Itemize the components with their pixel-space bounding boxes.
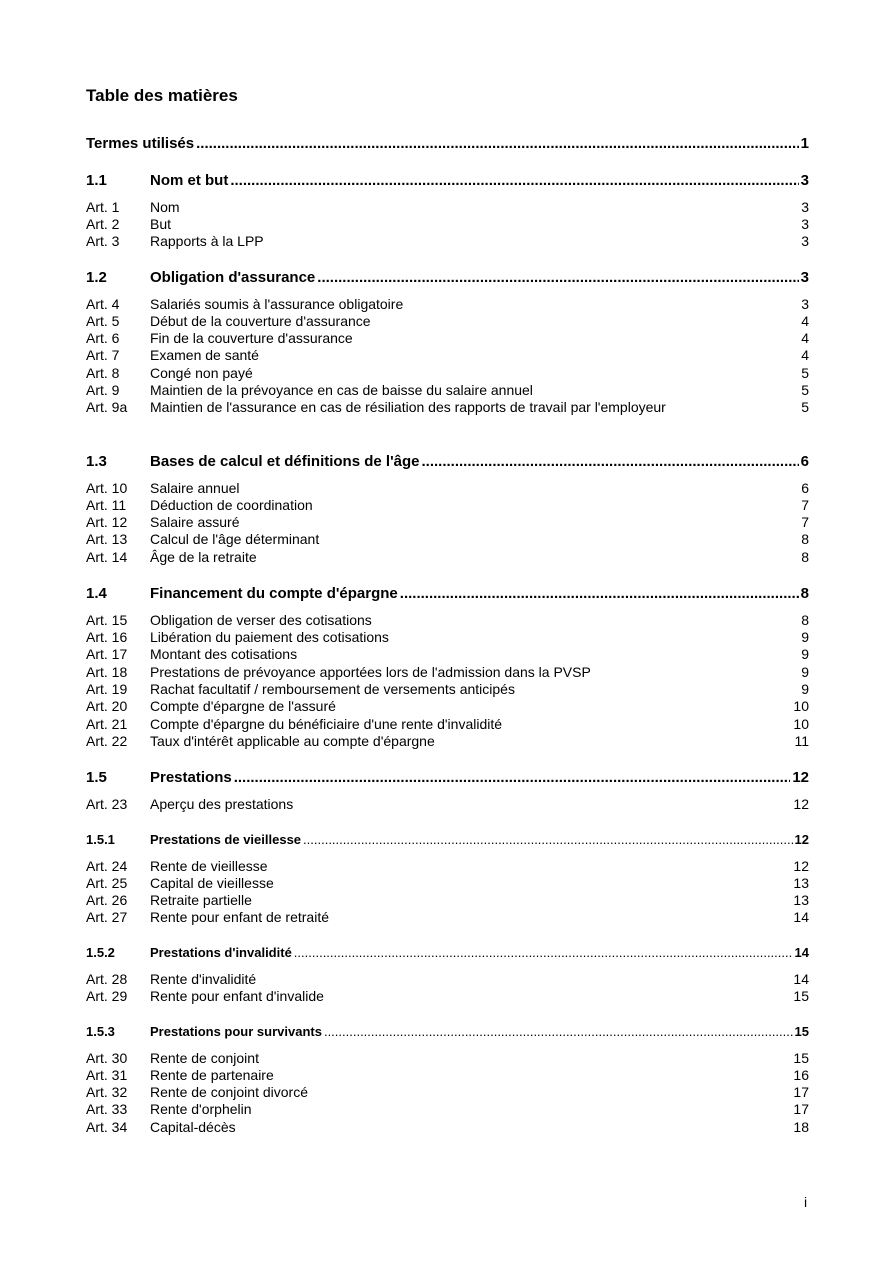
entry-title[interactable]: Montant des cotisations [150,646,298,662]
entry-number: Art. 20 [86,698,128,714]
entry-title[interactable]: Prestations pour survivants [150,1024,322,1039]
entry-title[interactable]: Termes utilisés [86,135,195,152]
entry-page-number: 8 [801,612,809,628]
entry-number: Art. 29 [86,988,128,1004]
entry-number: Art. 1 [86,199,120,215]
toc-article-entry[interactable] [86,612,809,629]
toc-section-heading[interactable] [86,769,809,786]
entry-title[interactable]: Rente de conjoint divorcé [150,1084,308,1100]
entry-title[interactable]: Salaire annuel [150,480,240,496]
entry-number: 1.5.3 [86,1024,115,1039]
dot-leader [230,172,798,189]
entry-page-number: 8 [801,549,809,565]
entry-number: Art. 6 [86,330,120,346]
entry-title[interactable]: Déduction de coordination [150,497,313,513]
toc-section-heading[interactable] [86,832,809,847]
entry-page-number: 14 [793,971,809,987]
dot-leader [234,769,791,786]
entry-page-number: 8 [800,585,809,602]
toc-article-entry[interactable] [86,698,809,715]
entry-page-number: 9 [801,681,809,697]
toc-article-entry[interactable] [86,733,809,750]
entry-page-number: 15 [793,1050,809,1066]
entry-number: 1.5.1 [86,832,115,847]
entry-number: Art. 14 [86,549,128,565]
entry-page-number: 6 [801,480,809,496]
entry-number: Art. 12 [86,514,128,530]
toc-article-entry[interactable] [86,382,809,399]
entry-title[interactable]: Fin de la couverture d'assurance [150,330,353,346]
entry-page-number: 15 [794,1024,809,1039]
entry-title[interactable]: Prestations d'invalidité [150,945,292,960]
entry-title[interactable]: Âge de la retraite [150,549,257,565]
entry-page-number: 3 [801,233,809,249]
toc-article-entry[interactable] [86,199,809,216]
entry-number: 1.5.2 [86,945,115,960]
entry-title[interactable]: Nom et but [150,172,229,189]
entry-title[interactable]: Taux d'intérêt applicable au compte d'épargne [150,733,435,749]
entry-page-number: 10 [793,698,809,714]
toc-article-entry[interactable] [86,909,809,926]
toc-article-entry[interactable] [86,716,809,733]
toc-article-entry[interactable] [86,971,809,988]
entry-page-number: 14 [794,945,809,960]
page-number: i [804,1194,808,1210]
entry-title[interactable]: Prestations de prévoyance apportées lors de l'admission dans la PVSP [150,664,591,680]
entry-page-number: 13 [793,875,809,891]
toc-section-heading[interactable] [86,172,809,189]
entry-page-number: 9 [801,664,809,680]
entry-number: Art. 9a [86,399,128,415]
entry-page-number: 5 [801,365,809,381]
toc-article-entry[interactable] [86,399,809,416]
entry-number: Art. 15 [86,612,128,628]
entry-title[interactable]: Rente d'invalidité [150,971,257,987]
entry-number: Art. 23 [86,796,128,812]
toc-article-entry[interactable] [86,875,809,892]
entry-number: Art. 2 [86,216,120,232]
dot-leader [303,832,793,847]
entry-page-number: 5 [801,382,809,398]
entry-number: Art. 18 [86,664,128,680]
toc-article-entry[interactable] [86,646,809,663]
entry-title[interactable]: Obligation de verser des cotisations [150,612,372,628]
toc-article-entry[interactable] [86,313,809,330]
entry-number: Art. 4 [86,296,120,312]
toc-article-entry[interactable] [86,330,809,347]
toc-section-heading[interactable] [86,945,809,960]
entry-title[interactable]: Rachat facultatif / remboursement de versements anticipés [150,681,515,697]
entry-title[interactable]: Libération du paiement des cotisations [150,629,389,645]
toc-section-heading[interactable] [86,585,809,602]
entry-title[interactable]: Congé non payé [150,365,253,381]
entry-title[interactable]: Financement du compte d'épargne [150,585,398,602]
toc-article-entry[interactable] [86,216,809,233]
entry-number: Art. 22 [86,733,128,749]
entry-page-number: 6 [800,453,809,470]
entry-page-number: 5 [801,399,809,415]
entry-page-number: 12 [793,796,809,812]
toc-article-entry[interactable] [86,514,809,531]
toc-article-entry[interactable] [86,1084,809,1101]
toc-article-entry[interactable] [86,365,809,382]
entry-title[interactable]: Capital de vieillesse [150,875,274,891]
entry-page-number: 12 [792,769,809,786]
toc-article-entry[interactable] [86,480,809,497]
entry-page-number: 3 [801,296,809,312]
entry-number: 1.1 [86,172,107,189]
entry-page-number: 9 [801,646,809,662]
entry-number: Art. 31 [86,1067,128,1083]
entry-number: 1.3 [86,453,107,470]
entry-title[interactable]: Obligation d'assurance [150,269,316,286]
toc-article-entry[interactable] [86,531,809,548]
entry-page-number: 7 [801,497,809,513]
entry-title[interactable]: Rente pour enfant d'invalide [150,988,324,1004]
entry-title[interactable]: Nom [150,199,180,215]
entry-page-number: 18 [793,1119,809,1135]
entry-page-number: 3 [800,172,809,189]
dot-leader [294,945,793,960]
entry-number: Art. 5 [86,313,120,329]
dot-leader [422,453,799,470]
toc-article-entry[interactable] [86,1067,809,1084]
entry-page-number: 4 [801,313,809,329]
entry-number: Art. 25 [86,875,128,891]
entry-number: Art. 32 [86,1084,128,1100]
entry-page-number: 12 [794,832,809,847]
entry-number: Art. 9 [86,382,120,398]
toc-article-entry[interactable] [86,892,809,909]
toc-article-entry[interactable] [86,664,809,681]
entry-title[interactable]: Salaire assuré [150,514,240,530]
toc-article-entry[interactable] [86,233,809,250]
entry-number: Art. 19 [86,681,128,697]
toc-section-heading[interactable] [86,1024,809,1039]
dot-leader [196,135,799,152]
toc-article-entry[interactable] [86,629,809,646]
entry-title[interactable]: Compte d'épargne du bénéficiaire d'une rente d'invalidité [150,716,503,732]
entry-number: Art. 17 [86,646,128,662]
toc-article-entry[interactable] [86,681,809,698]
entry-title[interactable]: But [150,216,172,232]
entry-title[interactable]: Prestations [150,769,232,786]
toc-article-entry[interactable] [86,497,809,514]
dot-leader [400,585,799,602]
entry-title[interactable]: Rapports à la LPP [150,233,264,249]
toc-article-entry[interactable] [86,796,809,813]
entry-title[interactable]: Examen de santé [150,347,259,363]
entry-number: Art. 8 [86,365,120,381]
entry-page-number: 9 [801,629,809,645]
entry-title[interactable]: Retraite partielle [150,892,252,908]
entry-title[interactable]: Compte d'épargne de l'assuré [150,698,336,714]
entry-number: Art. 34 [86,1119,128,1135]
entry-page-number: 11 [794,733,809,749]
entry-page-number: 3 [800,269,809,286]
entry-page-number: 16 [793,1067,809,1083]
entry-page-number: 8 [801,531,809,547]
entry-page-number: 13 [793,892,809,908]
entry-number: Art. 10 [86,480,128,496]
entry-number: Art. 26 [86,892,128,908]
entry-title[interactable]: Aperçu des prestations [150,796,294,812]
toc-article-entry[interactable] [86,988,809,1005]
toc-article-entry[interactable] [86,1050,809,1067]
entry-page-number: 1 [800,135,809,152]
entry-number: 1.2 [86,269,107,286]
entry-page-number: 7 [801,514,809,530]
entry-title[interactable]: Calcul de l'âge déterminant [150,531,320,547]
entry-page-number: 12 [793,858,809,874]
entry-title[interactable]: Rente pour enfant de retraité [150,909,330,925]
entry-page-number: 17 [793,1101,809,1117]
toc-article-entry[interactable] [86,347,809,364]
dot-leader [324,1024,793,1039]
entry-number: Art. 11 [86,497,127,513]
toc-article-entry[interactable] [86,1101,809,1118]
toc-section-heading[interactable] [86,269,809,286]
entry-number: Art. 3 [86,233,120,249]
entry-page-number: 4 [801,347,809,363]
entry-number: Art. 24 [86,858,128,874]
entry-title[interactable]: Début de la couverture d'assurance [150,313,371,329]
toc-section-heading[interactable] [86,135,809,152]
entry-title[interactable]: Maintien de la prévoyance en cas de baisse du salaire annuel [150,382,533,398]
entry-title[interactable]: Prestations de vieillesse [150,832,302,847]
entry-page-number: 3 [801,199,809,215]
entry-number: 1.4 [86,585,107,602]
entry-page-number: 10 [793,716,809,732]
toc-article-entry[interactable] [86,549,809,566]
entry-page-number: 4 [801,330,809,346]
entry-number: Art. 28 [86,971,128,987]
entry-number: Art. 16 [86,629,128,645]
entry-title[interactable]: Maintien de l'assurance en cas de résiliation des rapports de travail par l'employeur [150,399,666,415]
entry-title[interactable]: Rente de partenaire [150,1067,274,1083]
entry-title[interactable]: Salariés soumis à l'assurance obligatoire [150,296,404,312]
entry-title[interactable]: Capital-décès [150,1119,236,1135]
toc-article-entry[interactable] [86,296,809,313]
toc-article-entry[interactable] [86,858,809,875]
entry-number: Art. 13 [86,531,128,547]
entry-page-number: 14 [793,909,809,925]
entry-title[interactable]: Bases de calcul et définitions de l'âge [150,453,420,470]
dot-leader [317,269,798,286]
toc-article-entry[interactable] [86,1119,809,1136]
toc-section-heading[interactable] [86,453,809,470]
entry-number: Art. 30 [86,1050,128,1066]
entry-page-number: 15 [793,988,809,1004]
entry-number: 1.5 [86,769,107,786]
entry-title[interactable]: Rente d'orphelin [150,1101,252,1117]
entry-title[interactable]: Rente de vieillesse [150,858,268,874]
entry-number: Art. 33 [86,1101,128,1117]
entry-number: Art. 21 [86,716,128,732]
entry-number: Art. 7 [86,347,120,363]
entry-number: Art. 27 [86,909,128,925]
entry-title[interactable]: Rente de conjoint [150,1050,259,1066]
entry-page-number: 3 [801,216,809,232]
entry-page-number: 17 [793,1084,809,1100]
page-title: Table des matières [86,86,238,105]
